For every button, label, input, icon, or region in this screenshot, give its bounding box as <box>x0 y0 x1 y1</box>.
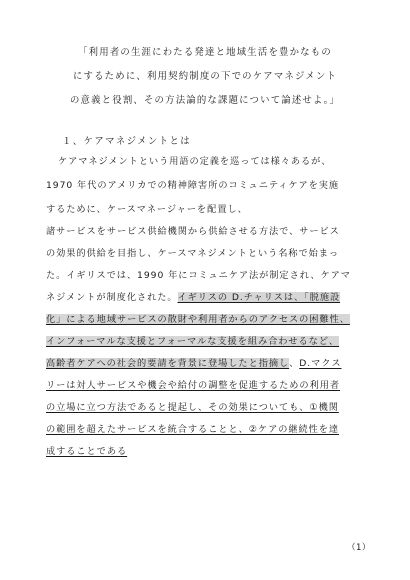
body-line: た。イギリスでは、1990 年にコミュニケア法が制定され、ケアマ <box>46 270 351 281</box>
body-line: 諸サービスをサービス供給機関から供給させる方法で、サービス <box>46 226 340 237</box>
underlined-text: リーは対人サービスや機会や給付の調整を促進するための利用者 <box>46 380 340 391</box>
body-line <box>46 336 339 348</box>
body-line <box>46 424 339 436</box>
underlined-text: の範囲を超えたサービスを統合することと、②ケアの継続性を達 <box>46 424 340 435</box>
body-line <box>46 402 339 414</box>
section-heading: １、ケアマネジメントとは <box>62 136 192 147</box>
body-line <box>46 314 350 326</box>
underlined-text: 成することである <box>46 446 128 457</box>
underlined-text: の立場に立つ方法であると提起し、その効果についても、①機関 <box>46 402 339 413</box>
highlighted-text: 化」による地域サービスの散財や利用者からのアクセスの困難性、 <box>46 314 350 325</box>
body-line <box>46 380 340 392</box>
body-line: ケアマネジメントという用語の定義を巡っては様々あるが、 <box>58 156 332 167</box>
body-line: 1970 年代のアメリカでの精神障害所のコミュニティケアを実施 <box>46 180 340 191</box>
page-number: （1） <box>347 543 371 553</box>
underlined-text: D.マクス <box>299 358 342 369</box>
body-text: ネジメントが制度化された。 <box>46 292 178 303</box>
assignment-title-line-3: の意義と役割、その方法論的な課題について論述せよ。」 <box>69 95 341 106</box>
body-text: 、 <box>289 358 300 369</box>
body-line: するために、ケースマネージャーを配置し、 <box>46 204 248 215</box>
highlighted-text: インフォーマルな支援とフォーマルな支援を組み合わせるなど、 <box>46 336 340 347</box>
body-line <box>46 358 341 370</box>
assignment-title-line-1: 「利用者の生涯にわたる発達と地域生活を豊かなもの <box>78 47 332 58</box>
highlighted-text: 高齢者ケアへの社会的要請を背景に登場したと指摘し <box>46 358 290 369</box>
body-line <box>46 292 340 304</box>
body-line <box>46 446 127 458</box>
assignment-title-line-2: にするために、利用契約制度の下でのケアマネジメント <box>72 71 338 82</box>
body-line: の効果的供給を目指し、ケースマネジメントという名称で始まっ <box>46 248 340 259</box>
highlighted-text: イギリスの D.チャリスは、「脱施設 <box>177 292 341 303</box>
